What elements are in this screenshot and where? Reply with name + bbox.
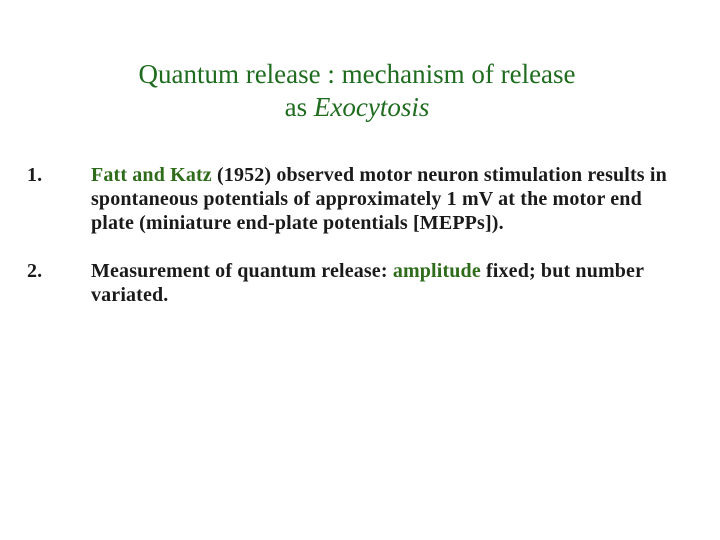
title-line-2 [0,91,714,124]
slide-title [0,58,714,124]
list-item-number: 1. [27,164,43,186]
list-item-number: 2. [27,260,43,282]
title-italic-term: Exocytosis [313,92,430,122]
list-item-1 [27,163,687,235]
title-line-2-prefix: as [284,92,308,122]
list-item-prefix: Measurement of quantum release: [91,260,388,282]
highlight-authors: Fatt and Katz [91,164,212,186]
list-item-2 [27,259,687,307]
highlight-amplitude: amplitude [392,260,481,282]
bullet-list [27,163,687,307]
list-item-suffix: fixed; but number variated. [91,260,644,306]
title-line-1: Quantum release : mechanism of release [138,59,576,89]
list-item-text: (1952) observed motor neuron stimulation results in spontaneous potentials of approximately 1 mV at the motor end plate (miniature end-plate potentials [MEPPs]). [91,164,667,234]
